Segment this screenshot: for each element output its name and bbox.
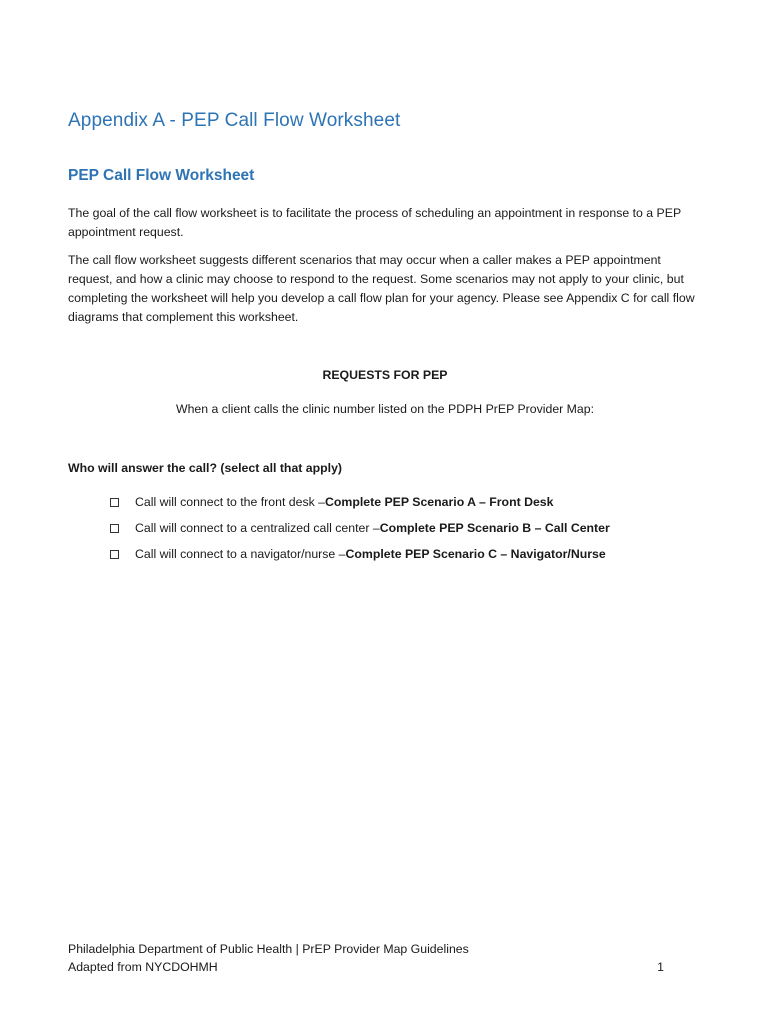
footer-organization: Philadelphia Department of Public Health | PrEP Provider Map Guidelines bbox=[68, 942, 469, 956]
option-scenario-label: Complete PEP Scenario C – Navigator/Nurse bbox=[345, 547, 606, 561]
options-list bbox=[110, 489, 610, 567]
option-text: Call will connect to a navigator/nurse – bbox=[135, 547, 346, 561]
checkbox-navigator-nurse[interactable] bbox=[110, 550, 119, 559]
appendix-title: Appendix A - PEP Call Flow Worksheet bbox=[68, 110, 401, 131]
footer-adapted-from: Adapted from NYCDOHMH bbox=[68, 960, 218, 974]
option-scenario-label: Complete PEP Scenario A – Front Desk bbox=[325, 495, 554, 509]
option-text: Call will connect to a centralized call center – bbox=[135, 521, 380, 535]
scenarios-paragraph: The call flow worksheet suggests different scenarios that may occur when a caller makes a PEP appointment request, and how a clinic may choose to respond to the request. Some scenarios may not apply to your clinic, but completing the worksheet will help you develop a call flow plan for your agency. Please see Appendix C for call flow diagrams that complement this worksheet. bbox=[68, 253, 695, 324]
intro-paragraph: The goal of the call flow worksheet is to facilitate the process of scheduling an appointment in response to a PEP appointment request. bbox=[68, 206, 681, 239]
section-heading: PEP Call Flow Worksheet bbox=[68, 167, 255, 184]
option-call-center[interactable] bbox=[110, 515, 610, 541]
requests-intro: When a client calls the clinic number listed on the PDPH PrEP Provider Map: bbox=[175, 402, 595, 416]
checkbox-front-desk[interactable] bbox=[110, 498, 119, 507]
option-navigator-nurse[interactable] bbox=[110, 541, 610, 567]
question-label: Who will answer the call? (select all that apply) bbox=[68, 461, 343, 475]
checkbox-call-center[interactable] bbox=[110, 524, 119, 533]
option-scenario-label: Complete PEP Scenario B – Call Center bbox=[379, 521, 610, 535]
page-number: 1 bbox=[657, 960, 664, 974]
option-text: Call will connect to the front desk – bbox=[135, 495, 326, 509]
option-front-desk[interactable] bbox=[110, 489, 610, 515]
requests-heading: REQUESTS FOR PEP bbox=[322, 368, 448, 382]
